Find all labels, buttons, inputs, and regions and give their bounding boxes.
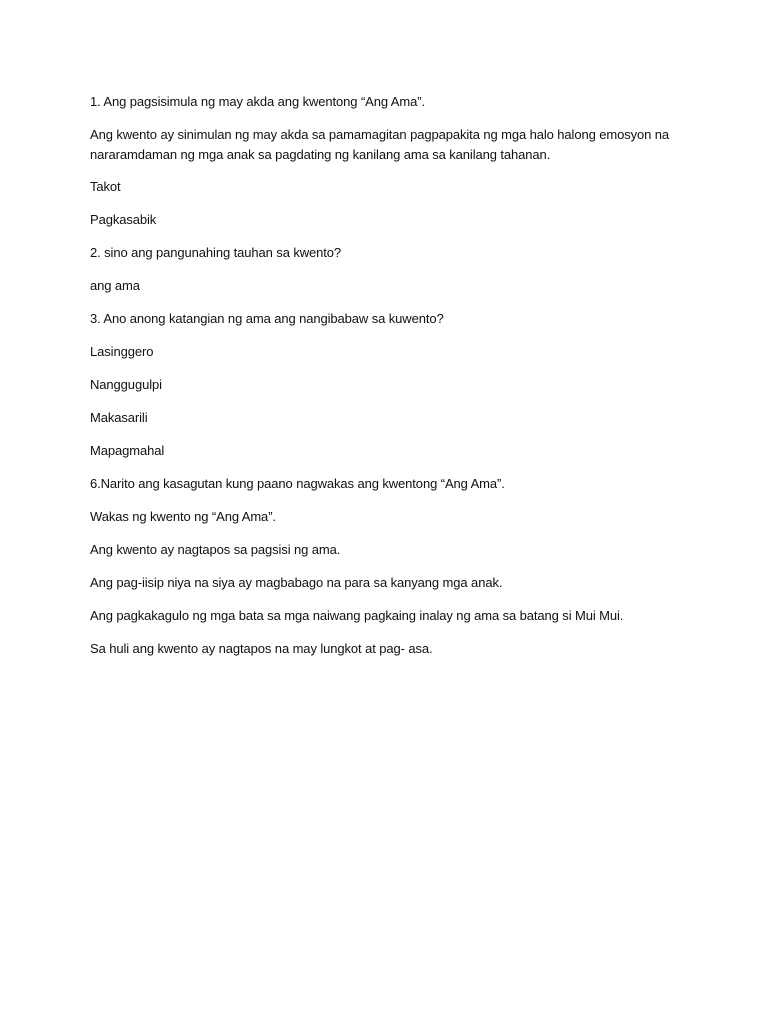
answer-6-line-4: Sa huli ang kwento ay nagtapos na may lungkot at pag- asa. (90, 641, 433, 656)
answer-3-item-4: Mapagmahal (90, 443, 165, 458)
answer-6-heading: Wakas ng kwento ng “Ang Ama”. (90, 509, 276, 524)
answer-2: ang ama (90, 278, 140, 293)
answer-1-emotion-takot: Takot (90, 179, 121, 194)
question-6: 6.Narito ang kasagutan kung paano nagwakas ang kwentong “Ang Ama”. (90, 476, 505, 491)
answer-6-line-1: Ang kwento ay nagtapos sa pagsisi ng ama. (90, 542, 341, 557)
answer-6-line-2: Ang pag-iisip niya na siya ay magbabago na para sa kanyang mga anak. (90, 575, 503, 590)
answer-6-line-3: Ang pagkakagulo ng mga bata sa mga naiwang pagkaing inalay ng ama sa batang si Mui Mui. (90, 608, 624, 623)
answer-3-item-2: Nanggugulpi (90, 377, 162, 392)
question-2: 2. sino ang pangunahing tauhan sa kwento? (90, 245, 342, 260)
answer-1-paragraph: Ang kwento ay sinimulan ng may akda sa pamamagitan pagpapakita ng mga halo halong emosyon na nararamdaman ng mga anak sa pagdating ng kanilang ama sa kanilang tahanan. (90, 127, 670, 162)
answer-1-emotion-pagkasabik: Pagkasabik (90, 212, 157, 227)
answer-3-item-1: Lasinggero (90, 344, 154, 359)
answer-3-item-3: Makasarili (90, 410, 148, 425)
question-1: 1. Ang pagsisimula ng may akda ang kwentong “Ang Ama”. (90, 94, 425, 109)
question-3: 3. Ano anong katangian ng ama ang nangibabaw sa kuwento? (90, 311, 444, 326)
